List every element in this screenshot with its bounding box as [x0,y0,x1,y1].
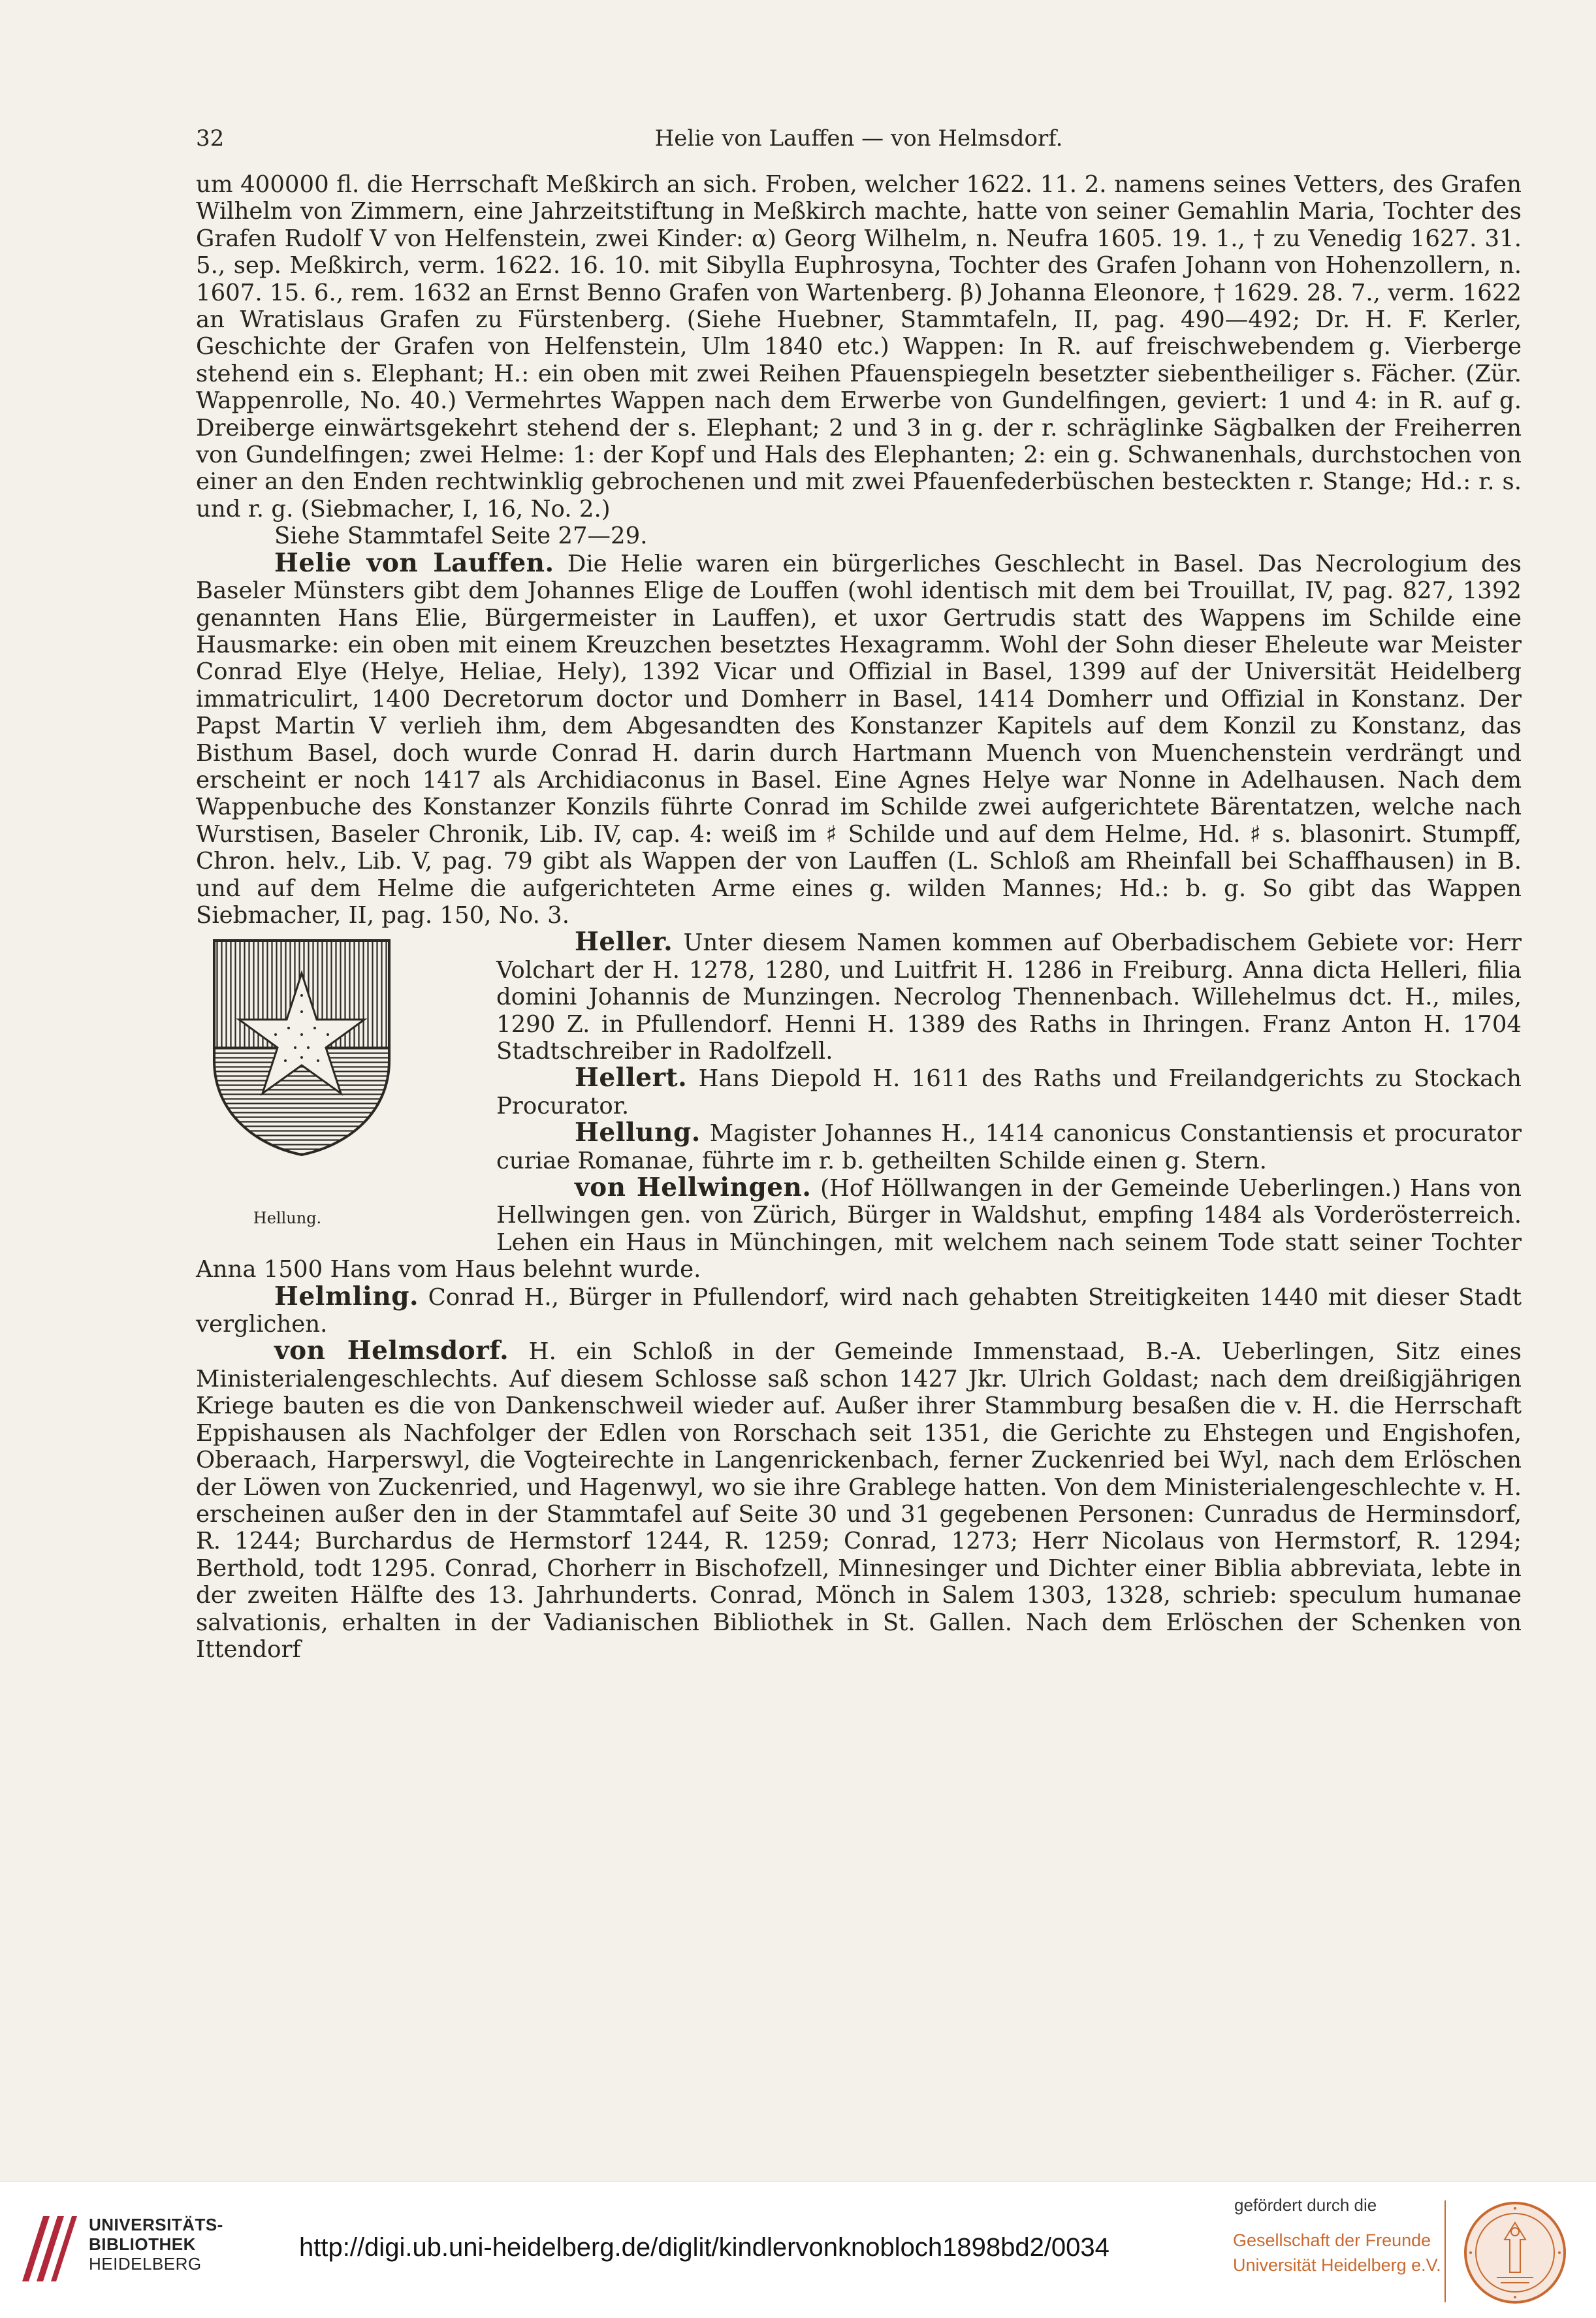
sponsor-name-line2: Universität Heidelberg e.V. [1233,2255,1441,2275]
library-name-line3: HEIDELBERG [89,2254,202,2274]
paragraph-stammtafel-ref: Siehe Stammtafel Seite 27—29. [274,523,648,550]
entry-helmsdorf-text: H. ein Schloß in der Gemeinde Immenstaad, B.-A. Ueberlingen, Sitz eines Ministerialengeschlechts. Auf diesem Schlosse saß schon 1427 Jkr. Ulrich Goldast; nach dem dreißigjährigen Kriege bauten es die von Dankenschweil wieder auf. Außer ihrer Stammburg besaßen die v. H. die Herrschaft Eppishausen als Nachfolger der Edlen von Rorschach seit 1351, die Gerichte zu Ehstegen und Engishofen, Oberaach, Harperswyl, die Vogteirechte in Langenrickenbach, ferner Zuckenried bei Wyl, nach dem Erlöschen der Löwen von Zuckenried, und Hagenwyl, wo sie ihre Grablege hatten. Von dem Ministerialengeschlechte v. H. erscheinen außer den in der Stammtafel auf Seite 30 und 31 gegebenen Personen: Cunradus de Herminsdorf, R. 1244; Burchardus de Hermstorf 1244, R. 1259; Conrad, 1273; Herr Nicolaus von Hermstorf, R. 1294; Berthold, todt 1295. Conrad, Chorherr in Bischofzell, Minnesinger und Dichter einer Biblia abbreviata, lebte in der zweiten Hälfte des 13. Jahrhunderts. Conrad, Mönch in Salem 1303, 1328, schrieb: speculum humanae salvationis, erhalten in der Vadianischen Bibliothek in St. Gallen. Nach dem Erlöschen der Schenken von Ittendorf [196,1338,1522,1663]
figure-hellung [189,937,477,1250]
library-name-line2: BIBLIOTHEK [89,2234,196,2254]
body-text [196,171,1522,1663]
figure-caption: Hellung. [253,1209,322,1228]
entry-hellwingen-text: (Hof Höllwangen in der Gemeinde Ueberlingen.) Hans von Hellwingen gen. von Zürich, Bürger in Waldshut, empfing 1484 als Vorderösterreich. Lehen ein Haus in Münchingen, mit welchem nach seinem Tode statt seiner Tochter Anna 1500 Hans vom Haus belehnt wurde. [196,1175,1522,1283]
lemma-hellert: Hellert. [575,1063,688,1093]
permalink-url[interactable]: http://digi.ub.uni-heidelberg.de/diglit/kindlervonknobloch1898bd2/0034 [299,2233,1109,2262]
university-seal-icon [1463,2200,1567,2305]
sponsor-name-line1: Gesellschaft der Freunde [1233,2230,1431,2250]
entry-helmling [196,1283,1522,1338]
lemma-hellung: Hellung. [575,1118,701,1148]
paragraph-helfenstein: um 400000 fl. die Herrschaft Meßkirch an sich. Froben, welcher 1622. 11. 2. namens seines Vetters, des Grafen Wilhelm von Zimmern, eine Jahrzeitstiftung in Meßkirch machte, hatte von seiner Gemahlin Maria, Tochter des Grafen Rudolf V von Helfenstein, zwei Kinder: α) Georg Wilhelm, n. Neufra 1605. 19. 1., † zu Venedig 1627. 31. 5., sep. Meßkirch, verm. 1622. 16. 10. mit Sibylla Euphrosyna, Tochter des Grafen Johann von Hohenzollern, n. 1607. 15. 6., rem. 1632 an Ernst Benno Grafen von Wartenberg. β) Johanna Eleonore, † 1629. 28. 7., verm. 1622 an Wratislaus Grafen zu Fürstenberg. (Siehe Huebner, Stammtafeln, II, pag. 490—492; Dr. H. F. Kerler, Geschichte der Grafen von Helfenstein, Ulm 1840 etc.) Wappen: In R. auf freischwebendem g. Vierberge stehend ein s. Elephant; H.: ein oben mit zwei Reihen Pfauenspiegeln besetzter siebentheiliger s. Fächer. (Zür. Wappenrolle, No. 40.) Vermehrtes Wappen nach dem Erwerbe von Gundelfingen, geviert: 1 und 4: in R. auf g. Dreiberge einwärtsgekehrt stehend der s. Elephant; 2 und 3 in g. der r. schräglinke Sägbalken der Freiherren von Gundelfingen; zwei Helme: 1: der Kopf und Hals des Elephanten; 2: ein g. Schwanenhals, durchstochen von einer an den Enden rechtwinklig gebrochenen und mit zwei Pfauenfederbüschen besteckten r. Stange; Hd.: r. s. und r. g. (Siebmacher, I, 16, No. 2.) [196,171,1522,523]
library-name [89,2215,223,2274]
entry-hellert-text: Hans Diepold H. 1611 des Raths und Freilandgerichts zu Stockach Procurator. [496,1065,1522,1119]
entry-helie-text: Die Helie waren ein bürgerliches Geschlecht in Basel. Das Necrologium des Baseler Münsters gibt dem Johannes Elige de Louffen (wohl identisch mit dem bei Trouillat, IV, pag. 827, 1392 genannten Hans Elie, Bürgermeister in Lauffen), et uxor Gertrudis statt des Wappens im Schilde eine Hausmarke: ein oben mit einem Kreuzchen besetztes Hexagramm. Wohl der Sohn dieser Eheleute war Meister Conrad Elye (Helye, Heliae, Hely), 1392 Vicar und Offizial in Basel, 1399 auf der Universität Heidelberg immatriculirt, 1400 Decretorum doctor und Domherr in Basel, 1414 Domherr und Offizial in Konstanz. Der Papst Martin V verlieh ihm, dem Abgesandten des Konstanzer Kapitels auf dem Konzil zu Konstanz, das Bisthum Basel, doch wurde Conrad H. darin durch Hartmann Muench von Muenchenstein verdrängt und erscheint er noch 1417 als Archidiaconus in Basel. Eine Agnes Helye war Nonne in Adelhausen. Nach dem Wappenbuche des Konstanzer Konzils führte Conrad im Schilde zwei aufgerichtete Bärentatzen, welche nach Wurstisen, Baseler Chronik, Lib. IV, cap. 4: weiß im ♯ Schilde und auf dem Helme, Hd. ♯ s. blasonirt. Stumpff, Chron. helv., Lib. V, pag. 79 gibt als Wappen der von Lauffen (L. Schloß am Rheinfall bei Schaffhausen) in B. und auf dem Helme die aufgerichteten Arme eines g. wilden Mannes; Hd.: b. g. So gibt das Wappen Siebmacher, II, pag. 150, No. 3. [196,550,1522,929]
lemma-helie: Helie von Lauffen. [274,547,554,578]
entry-heller-text: Unter diesem Namen kommen auf Oberbadischem Gebiete vor: Herr Volchart der H. 1278, 1280, und Luitfrit H. 1286 in Freiburg. Anna dicta Helleri, filia domini Johannis de Munzingen. Necrolog Thennenbach. Willehelmus dct. H., miles, 1290 Z. in Pfullendorf. Henni H. 1389 des Raths in Ihringen. Franz Anton H. 1704 Stadtschreiber in Radolfzell. [496,929,1522,1065]
lemma-helmsdorf: von Helmsdorf. [274,1336,509,1366]
sponsor-label: gefördert durch die [1234,2195,1377,2215]
entry-helmsdorf [196,1338,1522,1663]
library-name-line1: UNIVERSITÄTS- [89,2215,223,2234]
digitization-footer [0,2181,1596,2318]
running-title: Helie von Lauffen — von Helmsdorf. [654,125,1063,152]
page-header [196,120,1522,157]
page-number: 32 [196,125,225,152]
lemma-heller: Heller. [575,927,673,958]
entry-hellung-text: Magister Johannes H., 1414 canonicus Constantiensis et procurator curiae Romanae, führte im r. b. getheilten Schilde einen g. Stern. [496,1120,1522,1174]
lemma-helmling: Helmling. [274,1281,419,1312]
university-library-logo-icon [17,2210,77,2288]
sponsor-name [1233,2228,1441,2278]
entry-helie [196,547,1522,929]
coat-of-arms-star-icon [210,937,393,1159]
sponsor-divider [1444,2200,1446,2302]
lemma-hellwingen: von Hellwingen. [575,1172,812,1203]
entry-helmling-text: Conrad H., Bürger in Pfullendorf, wird nach gehabten Streitigkeiten 1440 mit dieser Stadt verglichen. [196,1283,1522,1338]
